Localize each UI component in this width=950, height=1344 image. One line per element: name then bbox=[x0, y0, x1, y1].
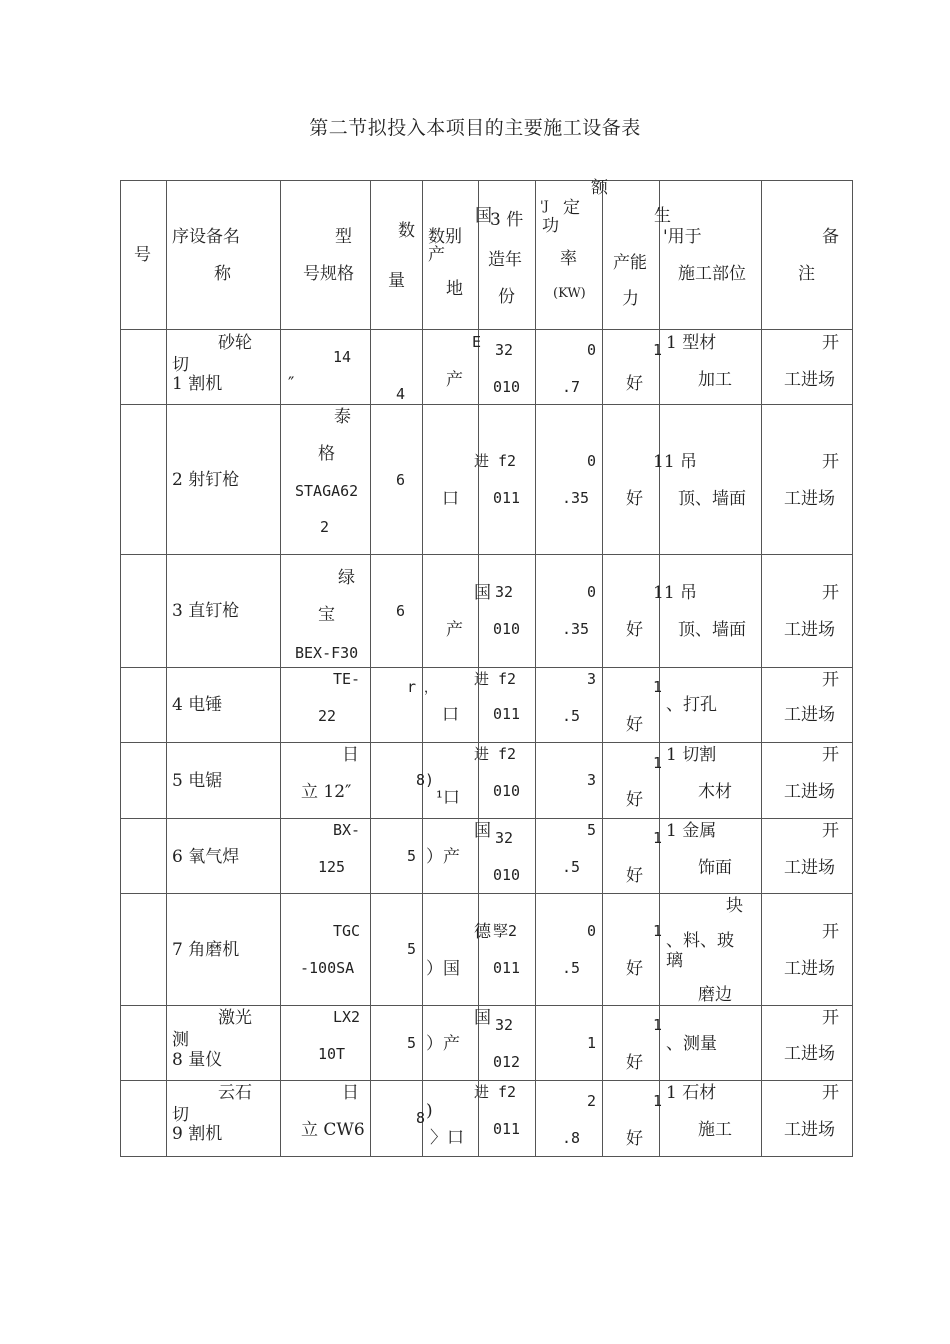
row-6-year: 010 bbox=[493, 866, 521, 884]
row-8-qty: 5 bbox=[407, 1034, 417, 1052]
header-origin: 产 bbox=[428, 245, 445, 265]
row-3-use: 顶、墙面 bbox=[678, 620, 746, 640]
header-use: '用于 bbox=[663, 227, 702, 247]
row-2-model: STAGA62 bbox=[295, 482, 359, 500]
row-9-capacity: 好 bbox=[626, 1129, 643, 1149]
header-power: 'J bbox=[540, 199, 549, 214]
row-5-use: 1 切割 bbox=[666, 745, 717, 765]
row-7-use: 、料、玻 bbox=[666, 931, 734, 951]
row-6-year: 32 bbox=[495, 829, 514, 847]
row-9-use: 施工 bbox=[698, 1120, 732, 1140]
row-8-origin: 国 bbox=[474, 1008, 491, 1028]
row-9-capacity: 1 bbox=[653, 1092, 663, 1110]
table-rule bbox=[120, 1156, 853, 1157]
row-3-year: 32 bbox=[495, 583, 514, 601]
table-rule bbox=[120, 818, 853, 819]
row-4-power: 3 bbox=[587, 670, 597, 688]
row-9-origin: 〉口 bbox=[430, 1128, 464, 1148]
row-5-power: 3 bbox=[587, 771, 597, 789]
header-origin: 数别 bbox=[428, 227, 462, 247]
row-4-use: 、打孔 bbox=[666, 695, 717, 715]
row-4-model: TE- bbox=[333, 670, 361, 688]
row-6-power: 5 bbox=[587, 821, 597, 839]
row-7-year: 011 bbox=[493, 959, 521, 977]
row-9-model: 日 bbox=[342, 1083, 359, 1103]
table-rule bbox=[166, 180, 167, 1157]
row-5-model: 日 bbox=[342, 745, 359, 765]
row-8-note: 工进场 bbox=[784, 1044, 835, 1064]
header-note: 注 bbox=[798, 264, 815, 284]
row-4-capacity: 好 bbox=[626, 715, 643, 735]
row-2-name: 2 射钉枪 bbox=[172, 470, 240, 490]
row-8-model: LX2 bbox=[333, 1008, 361, 1026]
row-9-note: 开 bbox=[822, 1083, 839, 1103]
table-rule bbox=[120, 1080, 853, 1081]
equipment-table bbox=[120, 180, 853, 1157]
row-1-origin: 产 bbox=[446, 370, 463, 390]
row-7-origin: 德 bbox=[474, 922, 491, 942]
row-6-model: BX- bbox=[333, 821, 361, 839]
row-5-year: 010 bbox=[493, 782, 521, 800]
row-2-model: 2 bbox=[320, 518, 330, 536]
row-9-note: 工进场 bbox=[784, 1120, 835, 1140]
header-year: 造年 bbox=[488, 250, 522, 270]
row-3-model: BEX-F30 bbox=[295, 644, 359, 662]
row-3-power: .35 bbox=[562, 620, 590, 638]
row-4-qty: ， bbox=[424, 681, 438, 696]
header-name: 序设备名 bbox=[172, 227, 240, 247]
header-power: 率 bbox=[560, 249, 577, 269]
row-2-note: 开 bbox=[822, 452, 839, 472]
row-2-use: 11 吊 bbox=[653, 452, 698, 472]
row-7-origin: ）国 bbox=[426, 959, 460, 979]
row-4-model: 22 bbox=[318, 707, 337, 725]
row-9-qty: ) bbox=[426, 1101, 433, 1121]
table-rule bbox=[120, 554, 853, 555]
row-2-model: 泰 bbox=[334, 407, 351, 427]
header-origin: 地 bbox=[446, 279, 463, 299]
table-rule bbox=[120, 1005, 853, 1006]
row-9-year: 011 bbox=[493, 1120, 521, 1138]
header-qty: 数 bbox=[398, 221, 415, 241]
row-1-qty: 4 bbox=[396, 385, 406, 403]
row-6-note: 开 bbox=[822, 821, 839, 841]
row-3-origin: 产 bbox=[446, 620, 463, 640]
table-rule bbox=[602, 180, 603, 1157]
row-6-capacity: 1 bbox=[653, 829, 663, 847]
row-2-qty: 6 bbox=[396, 471, 406, 489]
row-7-power: 0 bbox=[587, 922, 597, 940]
page-title: 第二节拟投入本项目的主要施工设备表 bbox=[309, 117, 641, 139]
row-8-origin: ）产 bbox=[426, 1034, 460, 1054]
row-5-note: 工进场 bbox=[784, 782, 835, 802]
row-8-name: 激光 bbox=[218, 1008, 252, 1028]
row-8-year: 012 bbox=[493, 1053, 521, 1071]
row-1-note: 开 bbox=[822, 333, 839, 353]
row-6-capacity: 好 bbox=[626, 866, 643, 886]
row-4-name: 4 电锤 bbox=[172, 695, 223, 715]
row-8-capacity: 1 bbox=[653, 1016, 663, 1034]
row-5-year: 进 f2 bbox=[474, 745, 517, 763]
row-1-note: 工进场 bbox=[784, 370, 835, 390]
row-7-capacity: 1 bbox=[653, 922, 663, 940]
row-3-capacity: 好 bbox=[626, 620, 643, 640]
table-rule bbox=[120, 742, 853, 743]
row-9-model: 立 CW6 bbox=[301, 1120, 365, 1140]
row-1-origin: E bbox=[472, 333, 482, 351]
row-7-note: 工进场 bbox=[784, 959, 835, 979]
row-6-origin: ）产 bbox=[426, 847, 460, 867]
row-2-model: 格 bbox=[318, 444, 335, 464]
header-qty: 量 bbox=[388, 271, 405, 291]
row-3-power: 0 bbox=[587, 583, 597, 601]
row-3-qty: 6 bbox=[396, 602, 406, 620]
header-model: 型 bbox=[335, 227, 352, 247]
row-3-note: 开 bbox=[822, 583, 839, 603]
row-1-capacity: 好 bbox=[626, 374, 643, 394]
row-8-power: 1 bbox=[587, 1034, 597, 1052]
row-8-name: 测 bbox=[172, 1030, 189, 1050]
row-5-capacity: 1 bbox=[653, 754, 663, 772]
row-6-model: 125 bbox=[318, 858, 346, 876]
header-use: 施工部位 bbox=[678, 264, 746, 284]
row-7-year: 孯2 bbox=[493, 922, 518, 940]
row-1-year: 32 bbox=[495, 341, 514, 359]
header-name: 称 bbox=[214, 264, 231, 284]
table-rule bbox=[852, 180, 853, 1157]
table-rule bbox=[280, 180, 281, 1157]
row-1-use: 加工 bbox=[698, 370, 732, 390]
row-1-name: 切 bbox=[172, 355, 189, 375]
row-9-name: 9 割机 bbox=[172, 1124, 223, 1144]
row-3-origin: 国 bbox=[474, 583, 491, 603]
row-1-power: .7 bbox=[562, 378, 581, 396]
row-5-capacity: 好 bbox=[626, 790, 643, 810]
row-2-year: 011 bbox=[493, 489, 521, 507]
row-8-note: 开 bbox=[822, 1008, 839, 1028]
row-4-note: 开 bbox=[822, 670, 839, 690]
row-1-power: 0 bbox=[587, 341, 597, 359]
row-7-use: 块 bbox=[726, 896, 743, 916]
row-9-origin: 进 f2 bbox=[474, 1083, 517, 1101]
row-9-use: 1 石材 bbox=[666, 1083, 717, 1103]
row-4-year: 011 bbox=[493, 705, 521, 723]
row-8-model: 10T bbox=[318, 1045, 346, 1063]
row-9-qty: 8 bbox=[416, 1109, 426, 1127]
row-4-qty: r bbox=[407, 678, 417, 696]
table-rule bbox=[422, 180, 423, 1157]
row-8-use: 、测量 bbox=[666, 1034, 717, 1054]
table-rule bbox=[370, 180, 371, 1157]
row-2-use: 顶、墙面 bbox=[678, 489, 746, 509]
row-4-origin: 进 f2 bbox=[474, 670, 517, 688]
row-5-use: 木材 bbox=[698, 782, 732, 802]
row-8-year: 32 bbox=[495, 1016, 514, 1034]
row-2-year: 进 f2 bbox=[474, 452, 517, 470]
row-4-origin: 口 bbox=[442, 705, 459, 725]
row-3-year: 010 bbox=[493, 620, 521, 638]
row-6-power: .5 bbox=[562, 858, 581, 876]
header-no: 号 bbox=[134, 245, 151, 265]
row-6-use: 1 金属 bbox=[666, 821, 717, 841]
row-1-name: 1 割机 bbox=[172, 374, 223, 394]
row-6-name: 6 氧气焊 bbox=[172, 847, 240, 867]
row-4-note: 工进场 bbox=[784, 705, 835, 725]
row-5-note: 开 bbox=[822, 745, 839, 765]
row-2-origin: 口 bbox=[442, 489, 459, 509]
row-8-name: 8 量仪 bbox=[172, 1050, 223, 1070]
header-power: 定 bbox=[563, 198, 580, 218]
row-1-capacity: 1 bbox=[653, 341, 663, 359]
row-4-capacity: 1 bbox=[653, 678, 663, 696]
header-capacity: 力 bbox=[622, 289, 639, 309]
table-rule bbox=[120, 404, 853, 405]
row-2-capacity: 好 bbox=[626, 489, 643, 509]
row-5-qty: ¹口 bbox=[436, 788, 460, 808]
row-6-note: 工进场 bbox=[784, 858, 835, 878]
row-7-qty: 5 bbox=[407, 940, 417, 958]
table-rule bbox=[659, 180, 660, 1157]
row-7-name: 7 角磨机 bbox=[172, 940, 240, 960]
header-power: 功 bbox=[542, 216, 559, 236]
header-note: 备 bbox=[822, 227, 839, 247]
table-rule bbox=[535, 180, 536, 1157]
header-power: 额 bbox=[591, 178, 608, 198]
table-rule bbox=[120, 180, 121, 1157]
row-1-model: 14 bbox=[333, 348, 352, 366]
header-capacity: 产能 bbox=[613, 253, 647, 273]
table-rule bbox=[761, 180, 762, 1157]
header-power: (KW) bbox=[553, 286, 586, 301]
row-4-power: .5 bbox=[562, 707, 581, 725]
row-3-model: 绿 bbox=[338, 568, 355, 588]
row-9-name: 云石 bbox=[218, 1083, 252, 1103]
header-model: 号规格 bbox=[303, 264, 354, 284]
row-7-power: .5 bbox=[562, 959, 581, 977]
table-rule bbox=[120, 893, 853, 894]
row-5-name: 5 电锯 bbox=[172, 771, 223, 791]
header-year: 份 bbox=[498, 287, 515, 307]
row-3-use: 11 吊 bbox=[653, 583, 698, 603]
row-3-note: 工进场 bbox=[784, 620, 835, 640]
row-1-model: ″ bbox=[288, 374, 295, 394]
row-7-model: TGC bbox=[333, 922, 361, 940]
row-1-name: 砂轮 bbox=[218, 333, 252, 353]
row-8-capacity: 好 bbox=[626, 1053, 643, 1073]
header-year: 国 bbox=[475, 206, 492, 226]
row-9-power: .8 bbox=[562, 1129, 581, 1147]
header-year: 3 件 bbox=[490, 210, 524, 230]
row-6-qty: 5 bbox=[407, 847, 417, 865]
row-3-name: 3 直钉枪 bbox=[172, 601, 240, 621]
row-2-power: 0 bbox=[587, 452, 597, 470]
row-7-use: 磨边 bbox=[698, 985, 732, 1005]
table-rule bbox=[120, 667, 853, 668]
row-1-year: 010 bbox=[493, 378, 521, 396]
row-2-note: 工进场 bbox=[784, 489, 835, 509]
row-6-use: 饰面 bbox=[698, 858, 732, 878]
table-rule bbox=[120, 329, 853, 330]
table-rule bbox=[120, 180, 853, 181]
row-5-model: 立 12″ bbox=[301, 782, 352, 802]
row-6-year: 国 bbox=[474, 821, 491, 841]
row-5-qty: 8) bbox=[416, 771, 435, 789]
row-7-model: -100SA bbox=[300, 959, 355, 977]
row-3-model: 宝 bbox=[318, 605, 335, 625]
row-9-power: 2 bbox=[587, 1092, 597, 1110]
row-7-capacity: 好 bbox=[626, 959, 643, 979]
row-2-power: .35 bbox=[562, 489, 590, 507]
row-7-use: 璃 bbox=[666, 951, 683, 971]
row-7-note: 开 bbox=[822, 922, 839, 942]
row-1-use: 1 型材 bbox=[666, 333, 717, 353]
header-capacity: 生 bbox=[654, 206, 671, 226]
row-9-name: 切 bbox=[172, 1105, 189, 1125]
